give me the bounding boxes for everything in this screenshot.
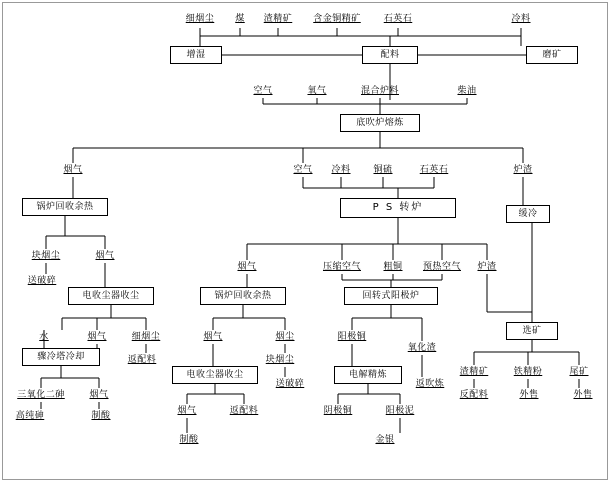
material-label xyxy=(304,12,370,26)
material-label xyxy=(124,330,168,344)
node-label: 三氧化二砷 xyxy=(17,389,65,400)
node-label: 返配料 xyxy=(127,354,157,365)
material-label xyxy=(264,377,316,391)
material-label xyxy=(506,365,550,379)
node-label: 高纯砷 xyxy=(15,410,45,421)
node-label: 送破碎 xyxy=(27,275,57,286)
process-node xyxy=(340,114,420,132)
material-label xyxy=(82,388,116,402)
node-label: 缓冷 xyxy=(518,208,538,219)
material-label xyxy=(268,330,302,344)
process-node xyxy=(340,198,456,218)
material-label xyxy=(16,274,68,288)
node-label: 细烟尘 xyxy=(185,13,215,24)
material-label xyxy=(504,12,538,26)
material-label xyxy=(378,404,422,418)
node-label: 烟气 xyxy=(89,389,109,400)
material-label xyxy=(506,163,540,177)
process-node xyxy=(170,46,222,64)
node-label: 氧化渣 xyxy=(407,342,437,353)
material-label xyxy=(376,260,410,274)
node-label: P S 转炉 xyxy=(372,202,424,213)
material-label xyxy=(196,330,230,344)
node-label: 返配料 xyxy=(229,405,259,416)
material-label xyxy=(84,409,118,423)
node-label: 阴极铜 xyxy=(323,405,353,416)
material-label xyxy=(324,163,358,177)
node-label: 锅炉回收余热 xyxy=(36,201,94,212)
material-label xyxy=(222,404,266,418)
node-label: 炉渣 xyxy=(513,164,533,175)
node-label: 混合炉料 xyxy=(360,85,399,96)
node-label: 烟气 xyxy=(63,164,83,175)
node-label: 水 xyxy=(39,331,49,342)
node-label: 烟气 xyxy=(237,261,257,272)
node-label: 粗铜 xyxy=(383,261,403,272)
material-label xyxy=(56,163,90,177)
node-label: 阳极铜 xyxy=(337,331,367,342)
material-label xyxy=(352,84,408,98)
node-label: 烟尘 xyxy=(275,331,295,342)
material-label xyxy=(512,388,546,402)
node-label: 底吹炉熔炼 xyxy=(356,117,404,128)
node-label: 氧气 xyxy=(307,85,327,96)
process-node xyxy=(172,366,258,384)
material-label xyxy=(6,388,76,402)
material-label xyxy=(120,353,164,367)
process-node xyxy=(200,287,286,305)
material-label xyxy=(88,249,122,263)
material-label xyxy=(452,365,496,379)
material-label xyxy=(412,163,456,177)
material-label xyxy=(170,404,204,418)
material-label xyxy=(452,388,496,402)
material-label xyxy=(404,377,456,391)
material-label xyxy=(230,260,264,274)
node-label: 选矿 xyxy=(522,325,542,336)
node-label: 柴油 xyxy=(457,85,477,96)
node-label: 反配料 xyxy=(459,389,489,400)
node-label: 空气 xyxy=(293,164,313,175)
node-label: 含金铜精矿 xyxy=(313,13,361,24)
material-label xyxy=(376,12,420,26)
node-label: 块烟尘 xyxy=(265,354,295,365)
node-label: 冷料 xyxy=(511,13,531,24)
material-label xyxy=(172,433,206,447)
node-label: 烟气 xyxy=(177,405,197,416)
process-node xyxy=(362,46,418,64)
node-label: 铁精粉 xyxy=(513,366,543,377)
node-label: 制酸 xyxy=(91,410,111,421)
node-label: 烟气 xyxy=(87,331,107,342)
material-label xyxy=(414,260,470,274)
process-node xyxy=(344,287,438,305)
node-label: 配料 xyxy=(380,49,400,60)
node-label: 电解精炼 xyxy=(348,369,387,380)
material-label xyxy=(300,84,334,98)
node-label: 石英石 xyxy=(383,13,413,24)
material-label xyxy=(368,433,402,447)
node-label: 骤冷塔冷却 xyxy=(37,351,85,362)
node-label: 预热空气 xyxy=(422,261,461,272)
node-label: 外售 xyxy=(519,389,539,400)
material-label xyxy=(256,12,300,26)
node-label: 增湿 xyxy=(186,49,206,60)
process-node xyxy=(22,348,100,366)
node-label: 冷料 xyxy=(331,164,351,175)
material-label xyxy=(246,84,280,98)
node-label: 铜硫 xyxy=(373,164,393,175)
material-label xyxy=(80,330,114,344)
node-label: 返吹炼 xyxy=(415,378,445,389)
node-label: 压缩空气 xyxy=(322,261,361,272)
node-label: 回转式阳极炉 xyxy=(362,290,420,301)
process-node xyxy=(68,287,154,305)
process-node xyxy=(526,46,578,64)
node-label: 送破碎 xyxy=(275,378,305,389)
material-label xyxy=(32,330,56,344)
material-label xyxy=(258,353,302,367)
node-label: 石英石 xyxy=(419,164,449,175)
process-node xyxy=(506,205,550,223)
material-label xyxy=(286,163,320,177)
node-label: 金银 xyxy=(375,434,395,445)
node-label: 制酸 xyxy=(179,434,199,445)
material-label xyxy=(566,388,600,402)
node-label: 电收尘器收尘 xyxy=(82,290,140,301)
process-node xyxy=(506,322,558,340)
node-label: 外售 xyxy=(573,389,593,400)
material-label xyxy=(400,341,444,355)
material-label xyxy=(178,12,222,26)
node-label: 渣精矿 xyxy=(459,366,489,377)
node-label: 渣精矿 xyxy=(263,13,293,24)
material-label xyxy=(24,249,68,263)
node-label: 煤 xyxy=(235,13,245,24)
process-node xyxy=(334,366,402,384)
node-label: 磨矿 xyxy=(542,49,562,60)
material-label xyxy=(562,365,596,379)
node-label: 细烟尘 xyxy=(131,331,161,342)
node-label: 炉渣 xyxy=(477,261,497,272)
material-label xyxy=(228,12,252,26)
node-label: 块烟尘 xyxy=(31,250,61,261)
node-label: 烟气 xyxy=(203,331,223,342)
node-label: 烟气 xyxy=(95,250,115,261)
material-label xyxy=(470,260,504,274)
material-label xyxy=(366,163,400,177)
material-label xyxy=(316,404,360,418)
material-label xyxy=(8,409,52,423)
node-label: 锅炉回收余热 xyxy=(214,290,272,301)
material-label xyxy=(450,84,484,98)
material-label xyxy=(330,330,374,344)
node-label: 尾矿 xyxy=(569,366,589,377)
node-label: 空气 xyxy=(253,85,273,96)
node-label: 电收尘器收尘 xyxy=(186,369,244,380)
process-node xyxy=(22,198,108,216)
node-label: 阳极泥 xyxy=(385,405,415,416)
material-label xyxy=(314,260,370,274)
